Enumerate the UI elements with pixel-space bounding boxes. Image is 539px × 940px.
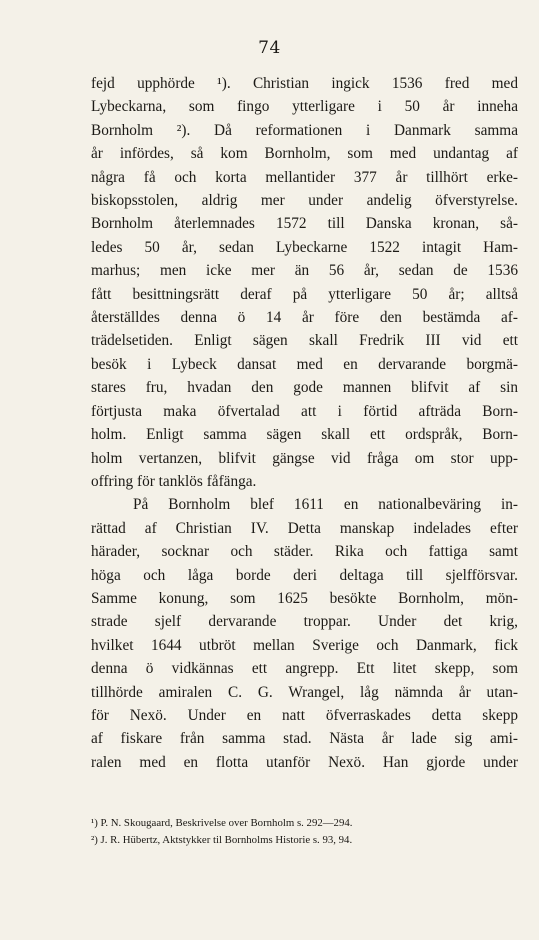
text-line: Lybeckarna, som fingo ytterligare i 50 år inneha (91, 98, 518, 116)
text-line: ledes 50 år, sedan Lybeckarne 1522 intagit Ham- (91, 238, 518, 256)
text-line: hvilket 1644 utbröt mellan Sverige och Danmark, fick (91, 636, 518, 654)
text-line: fejd upphörde ¹). Christian ingick 1536 fred med (91, 75, 518, 92)
footnotes (91, 815, 518, 849)
text-line: år infördes, så kom Bornholm, som med undantag af (91, 145, 518, 163)
text-line: Samme konung, som 1625 besökte Bornholm, mön- (91, 589, 518, 607)
footnote: ²) J. R. Hübertz, Aktstykker til Bornholms Historie s. 93, 94. (91, 834, 353, 846)
text-line: ralen med en flotta utanför Nexö. Han gjorde under (91, 753, 518, 771)
footnote: ¹) P. N. Skougaard, Beskrivelse over Bornholm s. 292—294. (91, 817, 353, 829)
text-line: återställdes denna ö 14 år före den bestämda af- (91, 309, 518, 327)
text-line: af fiskare från samma stad. Nästa år lade sig ami- (91, 730, 518, 748)
text-line: några få och korta mellantider 377 år tillhört erke- (91, 168, 518, 186)
text-line: denna ö vidkännas ett angrepp. Ett litet skepp, som (91, 660, 518, 678)
text-line: stares fru, hvadan den gode mannen blifvit af sin (91, 379, 518, 397)
page-number: 74 (258, 38, 281, 58)
text-line: tillhörde amiralen C. G. Wrangel, låg nämnda år utan- (91, 683, 518, 701)
text-line: besök i Lybeck dansat med en dervarande borgmä- (91, 355, 518, 373)
text-line: offring för tanklös fåfänga. (91, 472, 257, 490)
text-line: marhus; men icke mer än 56 år, sedan de 1536 (91, 262, 518, 280)
text-line: för Nexö. Under en natt öfverraskades detta skepp (91, 706, 518, 724)
text-line: biskopsstolen, aldrig mer under andelig öfverstyrelse. (91, 192, 518, 210)
text-line: På Bornholm blef 1611 en nationalbeväring in- (133, 496, 518, 514)
text-line: förtjusta maka öfvertalad att i förtid afträda Born- (91, 402, 518, 420)
text-line: Bornholm återlemnades 1572 till Danska kronan, så- (91, 215, 518, 233)
text-line: rättad af Christian IV. Detta manskap indelades efter (91, 519, 518, 537)
text-line: strade sjelf dervarande troppar. Under det krig, (91, 613, 518, 631)
text-line: Bornholm ²). Då reformationen i Danmark samma (91, 121, 518, 139)
text-line: holm vertanzen, blifvit gängse vid fråga om stor upp- (91, 449, 518, 467)
text-line: höga och låga borde deri deltaga till sjelfförsvar. (91, 566, 518, 584)
text-line: fått besittningsrätt deraf på ytterligare 50 år; alltså (91, 285, 518, 303)
body-text (91, 72, 518, 774)
text-line: härader, socknar och städer. Rika och fattiga samt (91, 543, 518, 561)
text-line: trädelsetiden. Enligt sägen skall Fredrik III vid ett (91, 332, 518, 350)
text-line: holm. Enligt samma sägen skall ett ordspråk, Born- (91, 426, 518, 444)
